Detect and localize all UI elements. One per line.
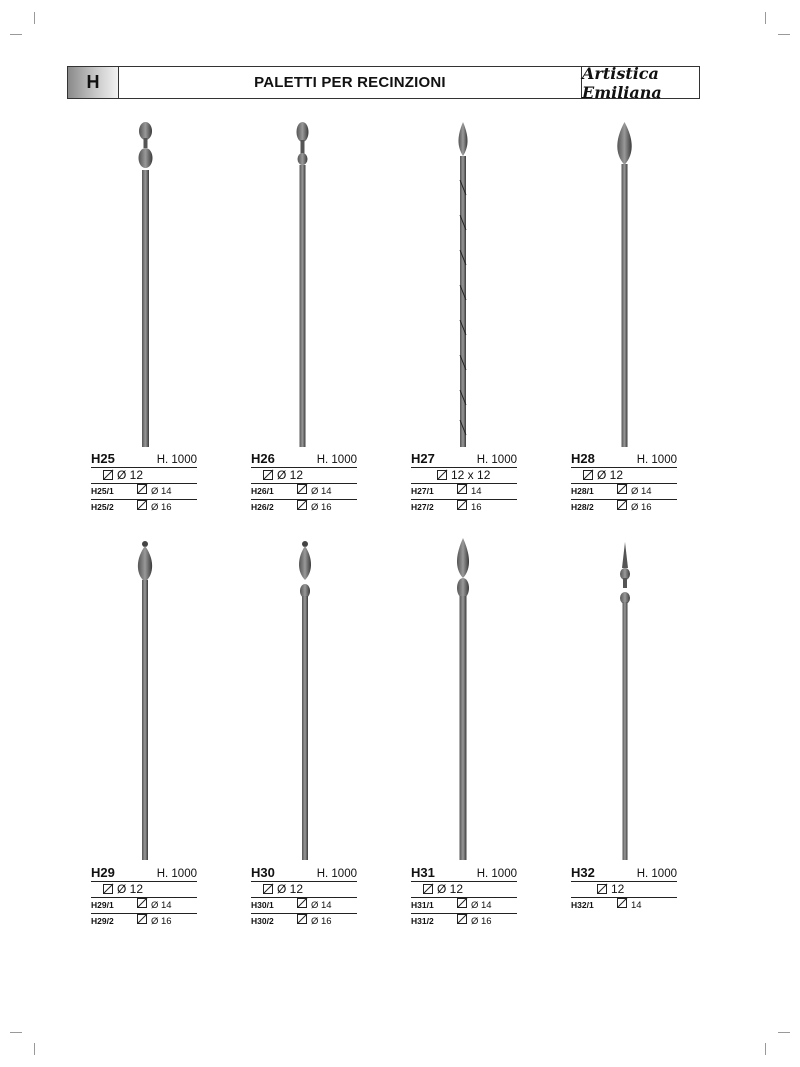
section-symbol-icon — [297, 914, 307, 924]
product-spec-h32 — [571, 865, 677, 913]
section-symbol-icon — [457, 500, 467, 510]
product-spec-h28 — [571, 451, 677, 515]
product-code: H26 — [251, 451, 275, 466]
section-letter: H — [68, 67, 119, 98]
section-symbol-icon — [617, 484, 627, 494]
post-image-h26 — [288, 120, 318, 450]
product-code: H30 — [251, 865, 275, 880]
section-symbol-icon — [297, 500, 307, 510]
variant-size: Ø 16 — [311, 502, 332, 513]
section-symbol-icon — [297, 898, 307, 908]
main-size: 12 — [611, 882, 625, 896]
variant-size: Ø 14 — [631, 486, 652, 497]
post-image-h29 — [130, 538, 160, 863]
section-symbol-icon — [457, 914, 467, 924]
section-symbol-icon — [263, 470, 273, 480]
variant-size: Ø 16 — [471, 916, 492, 927]
variant-code: H26/1 — [251, 486, 274, 496]
main-size: Ø 12 — [277, 468, 304, 482]
variant-code: H25/2 — [91, 502, 114, 512]
product-spec-h27 — [411, 451, 517, 515]
section-symbol-icon — [437, 470, 447, 480]
section-symbol-icon — [263, 884, 273, 894]
crop-mark — [778, 34, 790, 35]
product-height: H. 1000 — [636, 868, 677, 880]
section-symbol-icon — [103, 470, 113, 480]
product-code: H28 — [571, 451, 595, 466]
variant-size: Ø 14 — [151, 900, 172, 911]
variant-code: H25/1 — [91, 486, 114, 496]
variant-code: H29/1 — [91, 900, 114, 910]
section-symbol-icon — [297, 484, 307, 494]
section-symbol-icon — [457, 898, 467, 908]
post-image-h31 — [448, 538, 478, 863]
post-image-h32 — [610, 540, 640, 865]
section-symbol-icon — [103, 884, 113, 894]
section-symbol-icon — [617, 500, 627, 510]
variant-size: Ø 14 — [311, 900, 332, 911]
crop-mark — [34, 1043, 35, 1055]
product-code: H29 — [91, 865, 115, 880]
main-size: Ø 12 — [117, 468, 144, 482]
product-height: H. 1000 — [156, 454, 197, 466]
section-symbol-icon — [137, 500, 147, 510]
main-size: Ø 12 — [277, 882, 304, 896]
variant-size: Ø 16 — [151, 502, 172, 513]
section-symbol-icon — [137, 914, 147, 924]
variant-code: H31/2 — [411, 916, 434, 926]
section-symbol-icon — [137, 484, 147, 494]
variant-code: H30/1 — [251, 900, 274, 910]
variant-size: 14 — [631, 900, 642, 911]
main-size: Ø 12 — [117, 882, 144, 896]
post-image-h30 — [290, 538, 320, 863]
section-symbol-icon — [423, 884, 433, 894]
variant-code: H32/1 — [571, 900, 594, 910]
product-spec-h25 — [91, 451, 197, 515]
product-spec-h30 — [251, 865, 357, 929]
product-height: H. 1000 — [476, 868, 517, 880]
variant-code: H31/1 — [411, 900, 434, 910]
main-size: 12 x 12 — [451, 468, 491, 482]
post-image-h25 — [131, 120, 161, 450]
crop-mark — [10, 1032, 22, 1033]
variant-size: Ø 14 — [311, 486, 332, 497]
main-size: Ø 12 — [437, 882, 464, 896]
section-symbol-icon — [457, 484, 467, 494]
variant-code: H27/1 — [411, 486, 434, 496]
crop-mark — [765, 12, 766, 24]
product-spec-h26 — [251, 451, 357, 515]
section-symbol-icon — [583, 470, 593, 480]
crop-mark — [10, 34, 22, 35]
crop-mark — [34, 12, 35, 24]
variant-code: H26/2 — [251, 502, 274, 512]
product-height: H. 1000 — [476, 454, 517, 466]
variant-size: Ø 14 — [151, 486, 172, 497]
post-image-h27 — [448, 120, 478, 450]
variant-size: Ø 14 — [471, 900, 492, 911]
product-code: H25 — [91, 451, 115, 466]
variant-code: H29/2 — [91, 916, 114, 926]
product-code: H32 — [571, 865, 595, 880]
variant-code: H28/1 — [571, 486, 594, 496]
product-height: H. 1000 — [636, 454, 677, 466]
variant-code: H30/2 — [251, 916, 274, 926]
product-height: H. 1000 — [316, 454, 357, 466]
product-code: H31 — [411, 865, 435, 880]
product-spec-h31 — [411, 865, 517, 929]
variant-size: Ø 16 — [631, 502, 652, 513]
section-symbol-icon — [597, 884, 607, 894]
crop-mark — [765, 1043, 766, 1055]
main-size: Ø 12 — [597, 468, 624, 482]
post-image-h28 — [610, 120, 640, 450]
section-symbol-icon — [617, 898, 627, 908]
product-code: H27 — [411, 451, 435, 466]
variant-code: H27/2 — [411, 502, 434, 512]
page-header — [67, 63, 700, 102]
crop-mark — [778, 1032, 790, 1033]
section-symbol-icon — [137, 898, 147, 908]
product-height: H. 1000 — [316, 868, 357, 880]
variant-size: Ø 16 — [151, 916, 172, 927]
product-height: H. 1000 — [156, 868, 197, 880]
variant-size: 14 — [471, 486, 482, 497]
product-spec-h29 — [91, 865, 197, 929]
variant-size: Ø 16 — [311, 916, 332, 927]
page-title: PALETTI PER RECINZIONI — [254, 74, 446, 91]
variant-size: 16 — [471, 502, 482, 513]
variant-code: H28/2 — [571, 502, 594, 512]
brand-logo: Artistica Emiliana — [581, 67, 699, 98]
